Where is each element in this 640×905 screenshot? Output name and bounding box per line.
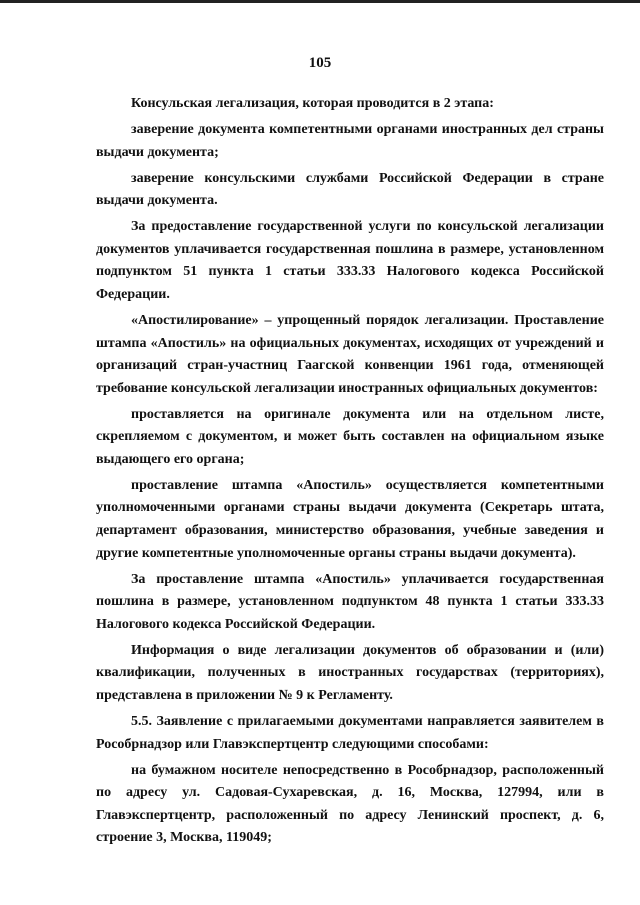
top-border-line (0, 0, 640, 3)
paragraph-legalization-info: Информация о виде легализации документов об образовании и (или) квалификации, полученных в иностранных государствах (территориях), представлена в приложении № 9 к Регламенту. (96, 642, 604, 703)
paragraph-consular-fee: За предоставление государственной услуги по консульской легализации документов уплачивается государственная пошлина в размере, установленном подпунктом 51 пункта 1 статьи 333.33 Налогового кодекса Российской Федерации. (96, 219, 604, 302)
paragraph-apostille-authorities: проставление штампа «Апостиль» осуществляется компетентными уполномоченными органами страны выдачи документа (Секретарь штата, департамент образования, министерство образования, учебные заведения и другие компетентные уполномоченные органы страны выдачи документа). (96, 477, 604, 561)
paragraph-foreign-affairs-certification: заверение документа компетентными органами иностранных дел страны выдачи документа; (96, 121, 604, 160)
page-number: 105 (308, 55, 332, 71)
document-body (96, 93, 604, 853)
paragraph-apostille-fee: За проставление штампа «Апостиль» уплачивается государственная пошлина в размере, установленном подпунктом 48 пункта 1 статьи 333.33 Налогового кодекса Российской Федерации. (96, 571, 604, 632)
paragraph-paper-submission: на бумажном носителе непосредственно в Рособрнадзор, расположенный по адресу ул. Садовая-Сухаревская, д. 16, Москва, 127994, или в Главэкспертцентр, расположенный по адресу Ленинский проспект, д. 6, строение 3, Москва, 119049; (96, 762, 604, 846)
paragraph-apostille-placement: проставляется на оригинале документа или на отдельном листе, скрепляемом с документом, и может быть составлен на официальном языке выдающего его органа; (96, 406, 604, 467)
paragraph-section-5-5: 5.5. Заявление с прилагаемыми документами направляется заявителем в Рособрнадзор или Главэкспертцентр следующими способами: (96, 713, 604, 752)
paragraph-consular-certification: заверение консульскими службами Российской Федерации в стране выдачи документа. (96, 170, 604, 209)
paragraph-apostille-definition: «Апостилирование» – упрощенный порядок легализации. Проставление штампа «Апостиль» на официальных документах, исходящих от учреждений и организаций стран-участниц Гаагской конвенции 1961 года, отменяющей требование консульской легализации иностранных официальных документов: (96, 312, 604, 396)
paragraph-consular-legalization: Консульская легализация, которая проводится в 2 этапа: (131, 96, 494, 111)
